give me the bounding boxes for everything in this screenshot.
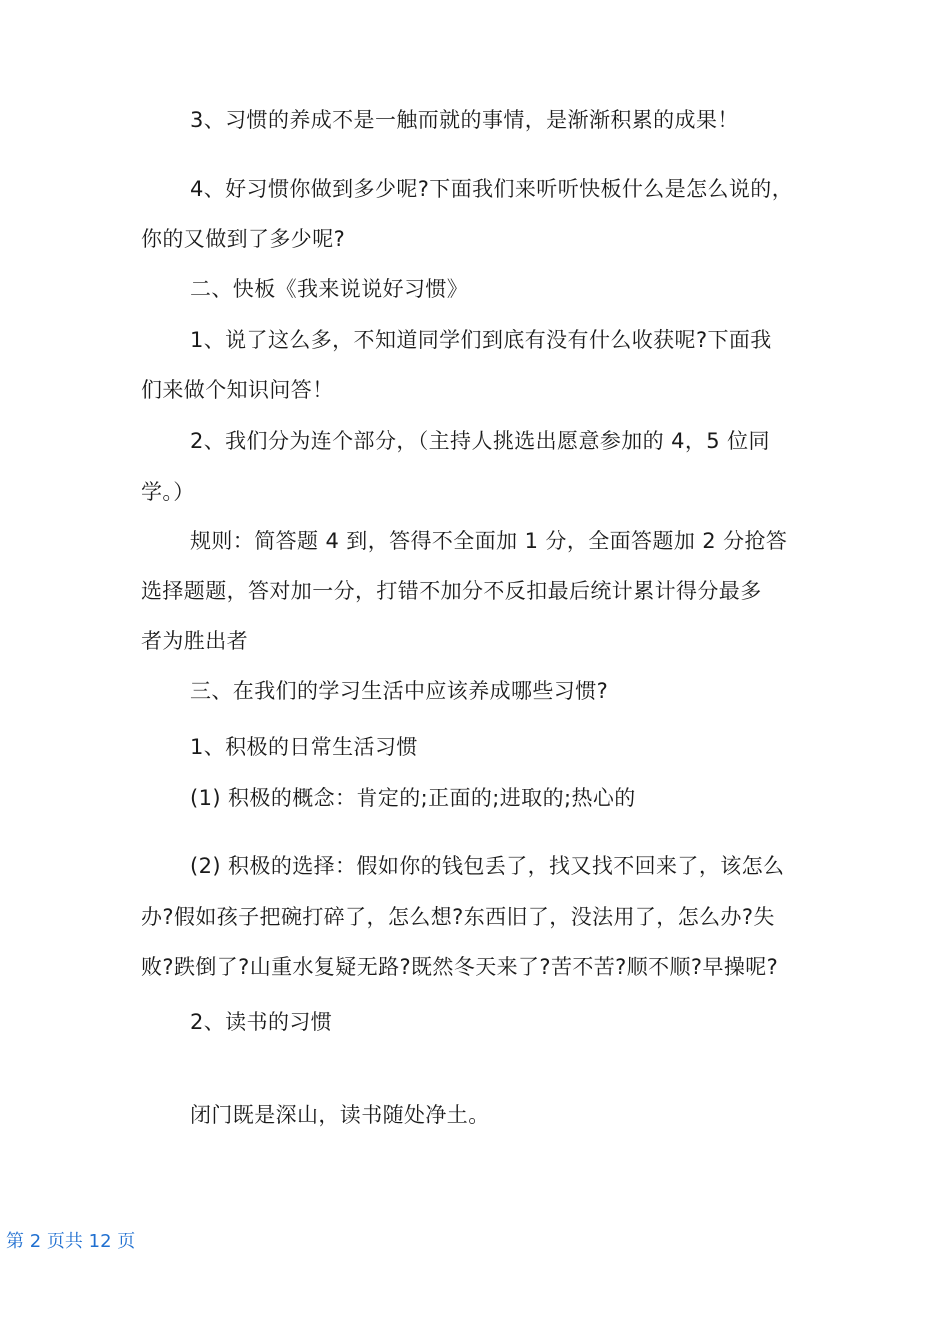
page-number-footer: 第 2 页共 12 页 <box>6 1231 136 1252</box>
paragraph-line: 学。） <box>141 480 195 504</box>
paragraph-line: 规则：简答题 4 到，答得不全面加 1 分，全面答题加 2 分抢答 <box>190 529 788 553</box>
paragraph-line: 3、习惯的养成不是一触而就的事情，是渐渐积累的成果！ <box>190 108 739 132</box>
paragraph-line: 败?跌倒了?山重水复疑无路?既然冬天来了?苦不苦?顺不顺?早操呢? <box>141 955 779 979</box>
section-heading: 三、在我们的学习生活中应该养成哪些习惯? <box>190 679 609 703</box>
subsection-heading: 2、读书的习惯 <box>190 1010 333 1034</box>
paragraph-line: 1、说了这么多，不知道同学们到底有没有什么收获呢?下面我 <box>190 328 772 352</box>
paragraph-line: 闭门既是深山，读书随处净土。 <box>190 1103 490 1127</box>
paragraph-line: 们来做个知识问答！ <box>141 378 334 402</box>
section-heading: 二、快板《我来说说好习惯》 <box>190 277 469 301</box>
paragraph-line: 者为胜出者 <box>141 629 248 653</box>
paragraph-line: 你的又做到了多少呢? <box>141 227 346 251</box>
paragraph-line: 办?假如孩子把碗打碎了，怎么想?东西旧了，没法用了，怎么办?失 <box>141 905 775 929</box>
subsection-heading: 1、积极的日常生活习惯 <box>190 735 418 759</box>
paragraph-line: 2、我们分为连个部分，（主持人挑选出愿意参加的 4，5 位同 <box>190 429 770 453</box>
paragraph-line: (1) 积极的概念：肯定的;正面的;进取的;热心的 <box>190 786 636 810</box>
paragraph-line: 选择题题，答对加一分，打错不加分不反扣最后统计累计得分最多 <box>141 579 762 603</box>
paragraph-line: (2) 积极的选择：假如你的钱包丢了，找又找不回来了，该怎么 <box>190 854 785 878</box>
paragraph-line: 4、好习惯你做到多少呢?下面我们来听听快板什么是怎么说的， <box>190 177 794 201</box>
